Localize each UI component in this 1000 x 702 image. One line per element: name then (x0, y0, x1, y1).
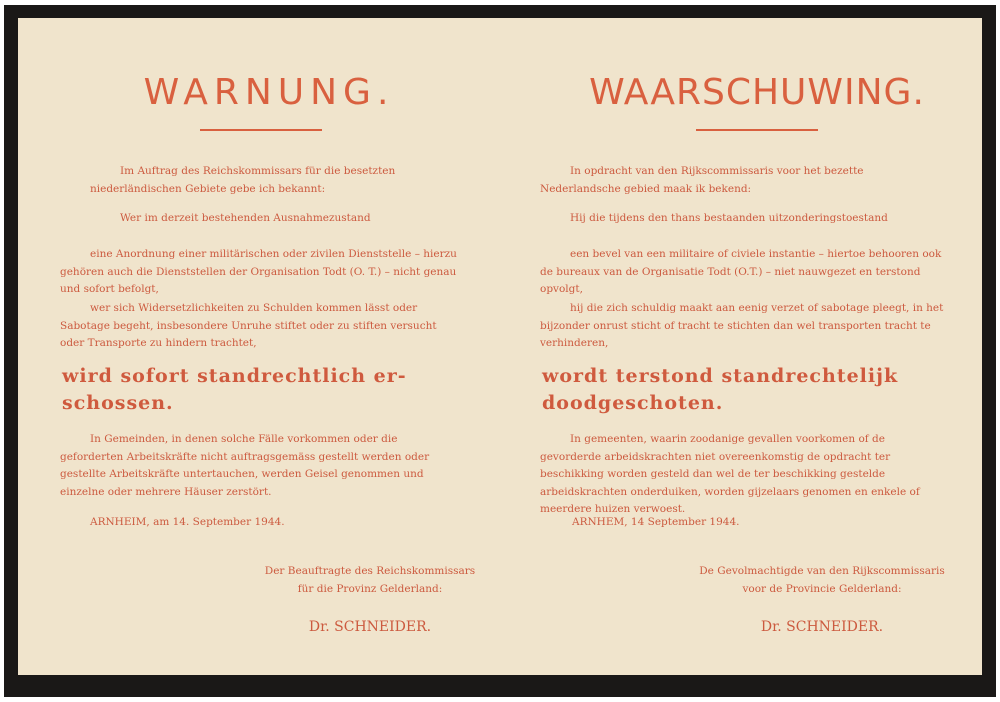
german-signature: Dr. SCHNEIDER. (308, 619, 432, 635)
german-who: Wer im derzeit bestehenden Ausnahmezustand (120, 212, 371, 224)
dutch-title: WAARSCHUWING. (589, 72, 925, 113)
dutch-signature: Dr. SCHNEIDER. (760, 619, 884, 635)
dutch-signer-line2: voor de Provincie Gelderland: (742, 582, 902, 595)
dutch-who: Hij die tijdens den thans bestaanden uitzonderingstoestand (570, 212, 888, 224)
german-place-date: ARNHEIM, am 14. September 1944. (90, 516, 285, 528)
german-column (18, 18, 500, 675)
german-intro: Im Auftrag des Reichskommissars für die besetzten niederländischen Gebiete gebe ich bekannt: (90, 165, 396, 195)
dutch-signer-title (672, 563, 972, 598)
german-signer-title (240, 563, 500, 598)
german-verdict-line1: wird sofort standrechtlich er- (62, 365, 407, 387)
german-verdict (62, 363, 482, 417)
german-title-rule (200, 129, 322, 131)
poster-paper (18, 18, 982, 675)
dutch-communities: In gemeenten, waarin zoodanige gevallen voorkomen of de gevorderde arbeidskrachten niet overeenkomstig de opdracht ter beschikking worden gesteld dan wel de ter beschikking gestelde arbeidskrachten onderduiken, worden gijzelaars genomen en enkele of meerdere huizen verwoest. (540, 433, 920, 516)
dutch-place-date: ARNHEM, 14 September 1944. (572, 516, 740, 528)
dutch-title-rule (696, 129, 818, 131)
german-signer-line1: Der Beauftragte des Reichskommissars (264, 565, 476, 577)
german-signer-line2: für die Provinz Gelderland: (297, 582, 443, 595)
dutch-intro: In opdracht van den Rijkscommissaris voor het bezette Nederlandsche gebied maak ik bekend: (540, 165, 864, 195)
dutch-column (500, 18, 982, 675)
german-communities: In Gemeinden, in denen solche Fälle vorkommen oder die geforderten Arbeitskräfte nicht auftragsgemäss gestellt werden oder gestellte Arbeitskräfte untertauchen, werden Geisel genommen und einzelne oder mehrere Häuser zerstört. (60, 433, 430, 498)
german-resist: wer sich Widersetzlichkeiten zu Schulden kommen lässt oder Sabotage begeht, insbesondere Unruhe stiftet oder zu stiften versucht oder Transporte zu hindern trachtet, (60, 302, 437, 350)
dutch-signer-line1: De Gevolmachtigde van den Rijkscommissaris (699, 565, 945, 577)
dutch-resist: hij die zich schuldig maakt aan eenig verzet of sabotage pleegt, in het bijzonder onrust sticht of tracht te stichten dan wel transporten tracht te verhinderen, (540, 302, 944, 350)
dutch-verdict-line1: wordt terstond standrechtelijk (542, 365, 899, 387)
dutch-order: een bevel van een militaire of civiele instantie – hiertoe behooren ook de bureaux van de Organisatie Todt (O.T.) – niet nauwgezet en terstond opvolgt, (540, 248, 942, 296)
german-title: WARNUNG. (143, 72, 395, 113)
dutch-verdict-line2: doodgeschoten. (542, 392, 724, 414)
dutch-verdict (542, 363, 962, 417)
german-verdict-line2: schossen. (62, 392, 174, 414)
german-order: eine Anordnung einer militärischen oder zivilen Dienststelle – hierzu gehören auch die Dienststellen der Organisation Todt (O. T.) – nicht genau und sofort befolgt, (60, 248, 457, 296)
